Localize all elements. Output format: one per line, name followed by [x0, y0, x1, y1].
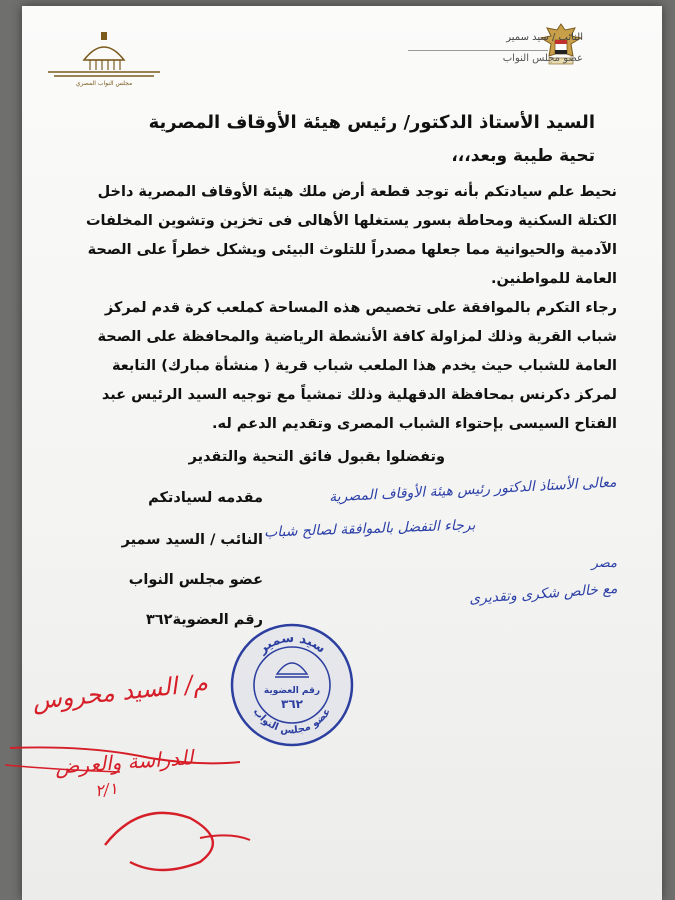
stamp-bottom-text: عضو مجلس النواب: [250, 706, 334, 737]
body-paragraph-2: رجاء التكرم بالموافقة على تخصيص هذه المساحة كملعب كرة قدم لمركز شباب القرية وذلك لمزاولة كافة الأنشطة الرياضية والمحافظة على الصحة العامة للشباب حيث يخدم هذا الملعب شباب قرية ( منشأة مبارك) التابعة لمركز دكرنس بمحافظة الدقهلية وذلك تمشياً مع توجيه السيد الرئيس عبد الفتاح السيسى بإحتواء الشباب المصرى وتقديم الدعم له.: [97, 300, 617, 432]
handwritten-note-line-1: معالى الأستاذ الدكتور رئيس هيئة الأوقاف المصرية: [329, 474, 618, 506]
stamp-number: ٣٦٢: [281, 697, 303, 711]
red-annotation-instruction: للدراسة والعرض: [54, 745, 195, 779]
closing-line: وتفضلوا بقبول فائق التحية والتقدير: [188, 449, 445, 465]
letterhead-name: النائب / سيد سمير: [506, 32, 583, 43]
parliament-dome-logo-icon: [44, 26, 164, 88]
handwritten-note-line-3: مصر: [591, 556, 617, 571]
official-stamp: [229, 622, 355, 748]
signature-membership: رقم العضوية٣٦٢: [145, 612, 263, 628]
red-annotation-name: م/ السيد محروس: [31, 668, 209, 716]
stamp-middle-label: رقم العضوية: [263, 686, 321, 696]
logo-caption: مجلس النواب المصري: [75, 80, 133, 87]
addressee-line: السيد الأستاذ الدكتور/ رئيس هيئة الأوقاف المصرية: [148, 112, 595, 133]
stamp-top-text: سيد سمير: [255, 630, 329, 657]
signature-title: عضو مجلس النواب: [128, 572, 263, 588]
red-annotation-date: ٢/١: [93, 778, 119, 801]
handwritten-note-line-2: برجاء التفضل بالموافقة لصالح شباب: [263, 517, 476, 541]
handwritten-note-line-4: مع خالص شكرى وتقديرى: [468, 580, 618, 608]
greeting-line: تحية طيبة وبعد،،،: [451, 146, 595, 166]
letterhead-divider: [408, 50, 548, 51]
signature-presented-by: مقدمه لسيادتكم: [148, 490, 263, 506]
signature-name: النائب / السيد سمير: [121, 532, 263, 548]
body-paragraph-1: نحيط علم سيادتكم بأنه توجد قطعة أرض ملك هيئة الأوقاف المصرية داخل الكتلة السكنية ومحاطة بسور يستغلها الأهالى فى تخزين وتشوين المخلفات الآدمية والحيوانية مما جعلها مصدراً للتلوث البيئى ويشكل خطراً على الصحة العامة للمواطنين.: [85, 184, 617, 287]
letterhead-title: عضو مجلس النواب: [502, 53, 583, 64]
